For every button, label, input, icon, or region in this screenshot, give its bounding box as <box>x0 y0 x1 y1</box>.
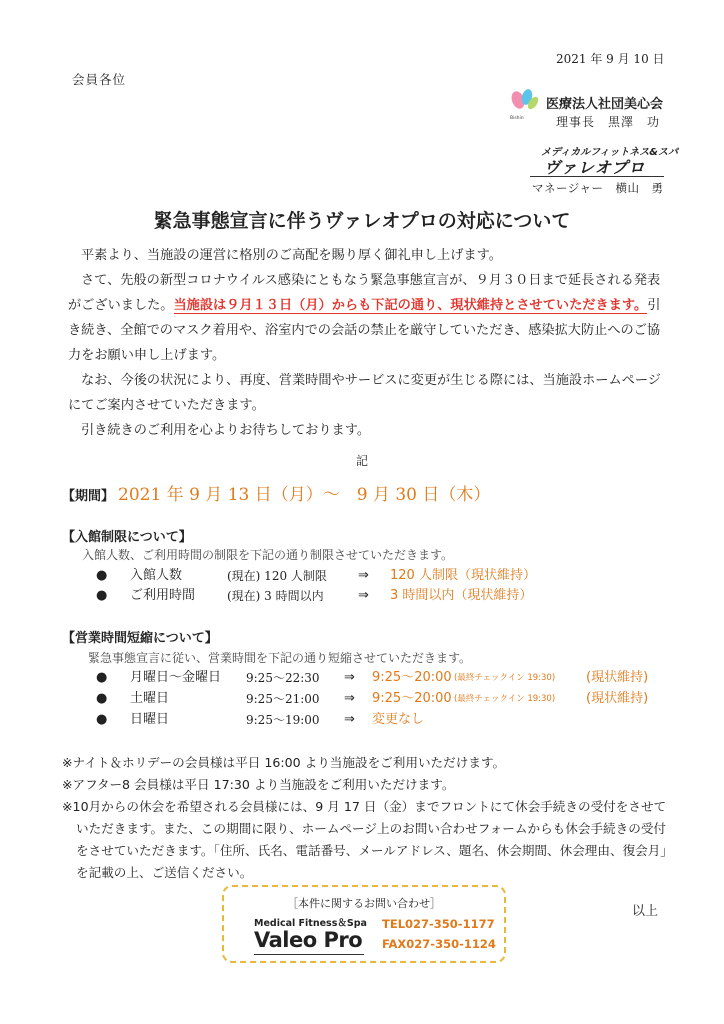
paragraph-2-start: さて、先般の新型コロナウイルス感染にともなう緊急事態宣言が、９月３０日まで延長される発表がございました。 <box>68 273 661 313</box>
row-checkin-note: (最終チェックイン 19:30) <box>454 694 556 704</box>
bullet-icon: ● <box>96 670 108 685</box>
arrow-icon: ⇒ <box>358 568 369 583</box>
facility-name: ヴァレオプロ <box>544 158 646 177</box>
hours-heading: 【営業時間短縮について】 <box>62 631 218 646</box>
paragraph-2-highlight: 当施設は９月１３日（月）からも下記の通り、現状維持とさせていただきます。 <box>173 298 648 313</box>
row-label: ご利用時間 <box>130 588 196 603</box>
contact-tel: TEL027-350-1177 <box>382 917 495 931</box>
org-logo <box>508 86 542 120</box>
paragraph-2-end: 引き続き、全館でのマスク着用や、浴室内での会話の禁止を厳守していただき、感染拡大防止へのご協力をお願い申し上げます。 <box>68 298 661 363</box>
row-new: 変更なし <box>372 712 425 727</box>
row-label: 日曜日 <box>130 712 170 727</box>
hours-intro: 緊急事態宣言に従い、営業時間を下記の通り短縮させていただきます。 <box>88 651 472 665</box>
bullet-icon: ● <box>96 588 108 603</box>
row-current: 9:25〜22:30 <box>246 671 320 685</box>
body-text <box>68 243 668 443</box>
manager: マネージャー 横山 勇 <box>532 181 664 195</box>
bullet-icon: ● <box>96 691 108 706</box>
closing-mark: 以上 <box>632 904 659 919</box>
note-item: ※アフター8 会員様は平日 17:30 より当施設をご利用いただけます。 <box>62 777 455 792</box>
row-new: 3 時間以内（現状維持） <box>390 588 533 603</box>
bullet-icon: ● <box>96 568 108 583</box>
org-logo-icon <box>508 86 542 120</box>
contact-fax: FAX027-350-1124 <box>382 937 496 951</box>
arrow-icon: ⇒ <box>358 588 369 603</box>
document-date: 2021 年 9 月 10 日 <box>556 52 665 66</box>
facility-subtitle: メディカルフィットネス&スパ <box>541 147 679 158</box>
page-title: 緊急事態宣言に伴うヴァレオプロの対応について <box>153 210 571 232</box>
period-label: 【期間】 <box>62 489 115 504</box>
paragraph-4: 引き続きのご利用を心よりお待ちしております。 <box>81 423 371 438</box>
contact-brand-sub: Medical Fitness＆Spa <box>254 918 367 929</box>
arrow-icon: ⇒ <box>344 691 355 706</box>
org-name: 医療法人社団美心会 <box>546 97 664 112</box>
arrow-icon: ⇒ <box>344 712 355 727</box>
row-label: 土曜日 <box>130 691 170 706</box>
note-item: ※10月からの休会を希望される会員様には、9 月 17 日（金）までフロントにて休会手続きの受付をさせていただきます。また、この期間に限り、ホームページ上のお問い合わせフォームからも休会手続きの受付をさせていただきます。「住所、氏名、電話番号、メールアドレス、題名、休会期間、休会理由、復会月」を記載の上、ご送信ください。 <box>62 799 667 880</box>
row-new: 9:25〜20:00 <box>372 670 452 685</box>
paragraph-1: 平素より、当施設の運営に格別のご高配を賜り厚く御礼申し上げます。 <box>81 248 502 263</box>
row-current: 9:25〜19:00 <box>246 713 320 727</box>
row-label: 月曜日〜金曜日 <box>130 670 222 685</box>
notes <box>62 752 672 884</box>
row-checkin-note: (最終チェックイン 19:30) <box>454 673 556 683</box>
contact-box <box>222 885 506 963</box>
chairman: 理事長 黒澤 功 <box>556 115 661 129</box>
recipient: 会員各位 <box>72 72 127 87</box>
paragraph-3: なお、今後の状況により、再度、営業時間やサービスに変更が生じる際には、当施設ホームページにてご案内させていただきます。 <box>68 373 661 413</box>
row-label: 入館人数 <box>130 568 183 583</box>
arrow-icon: ⇒ <box>344 670 355 685</box>
note-item: ※ナイト＆ホリデーの会員様は平日 16:00 より当施設をご利用いただけます。 <box>62 755 506 770</box>
row-status: (現状維持) <box>586 670 649 685</box>
row-status: (現状維持) <box>586 691 649 706</box>
org-logo-text: Bishin <box>510 116 524 121</box>
bullet-icon: ● <box>96 712 108 727</box>
row-new: 120 人制限（現状維持） <box>390 568 536 583</box>
period-value: 2021 年 9 月 13 日（月）〜 9 月 30 日（木） <box>118 485 491 505</box>
row-current: 9:25〜21:00 <box>246 692 320 706</box>
ki-mark: 記 <box>356 454 369 468</box>
contact-heading: ［本件に関するお問い合わせ］ <box>287 897 441 910</box>
admission-heading: 【入館制限について】 <box>62 530 192 545</box>
paragraph-2 <box>68 268 668 368</box>
row-new: 9:25〜20:00 <box>372 691 452 706</box>
facility-underline <box>530 176 664 177</box>
row-current: (現在) 120 人制限 <box>227 569 327 583</box>
contact-brand: Valeo Pro <box>254 928 363 952</box>
admission-intro: 入館人数、ご利用時間の制限を下記の通り制限させていただきます。 <box>82 548 454 562</box>
brand-underline <box>254 954 364 955</box>
row-current: (現在) 3 時間以内 <box>227 589 324 603</box>
